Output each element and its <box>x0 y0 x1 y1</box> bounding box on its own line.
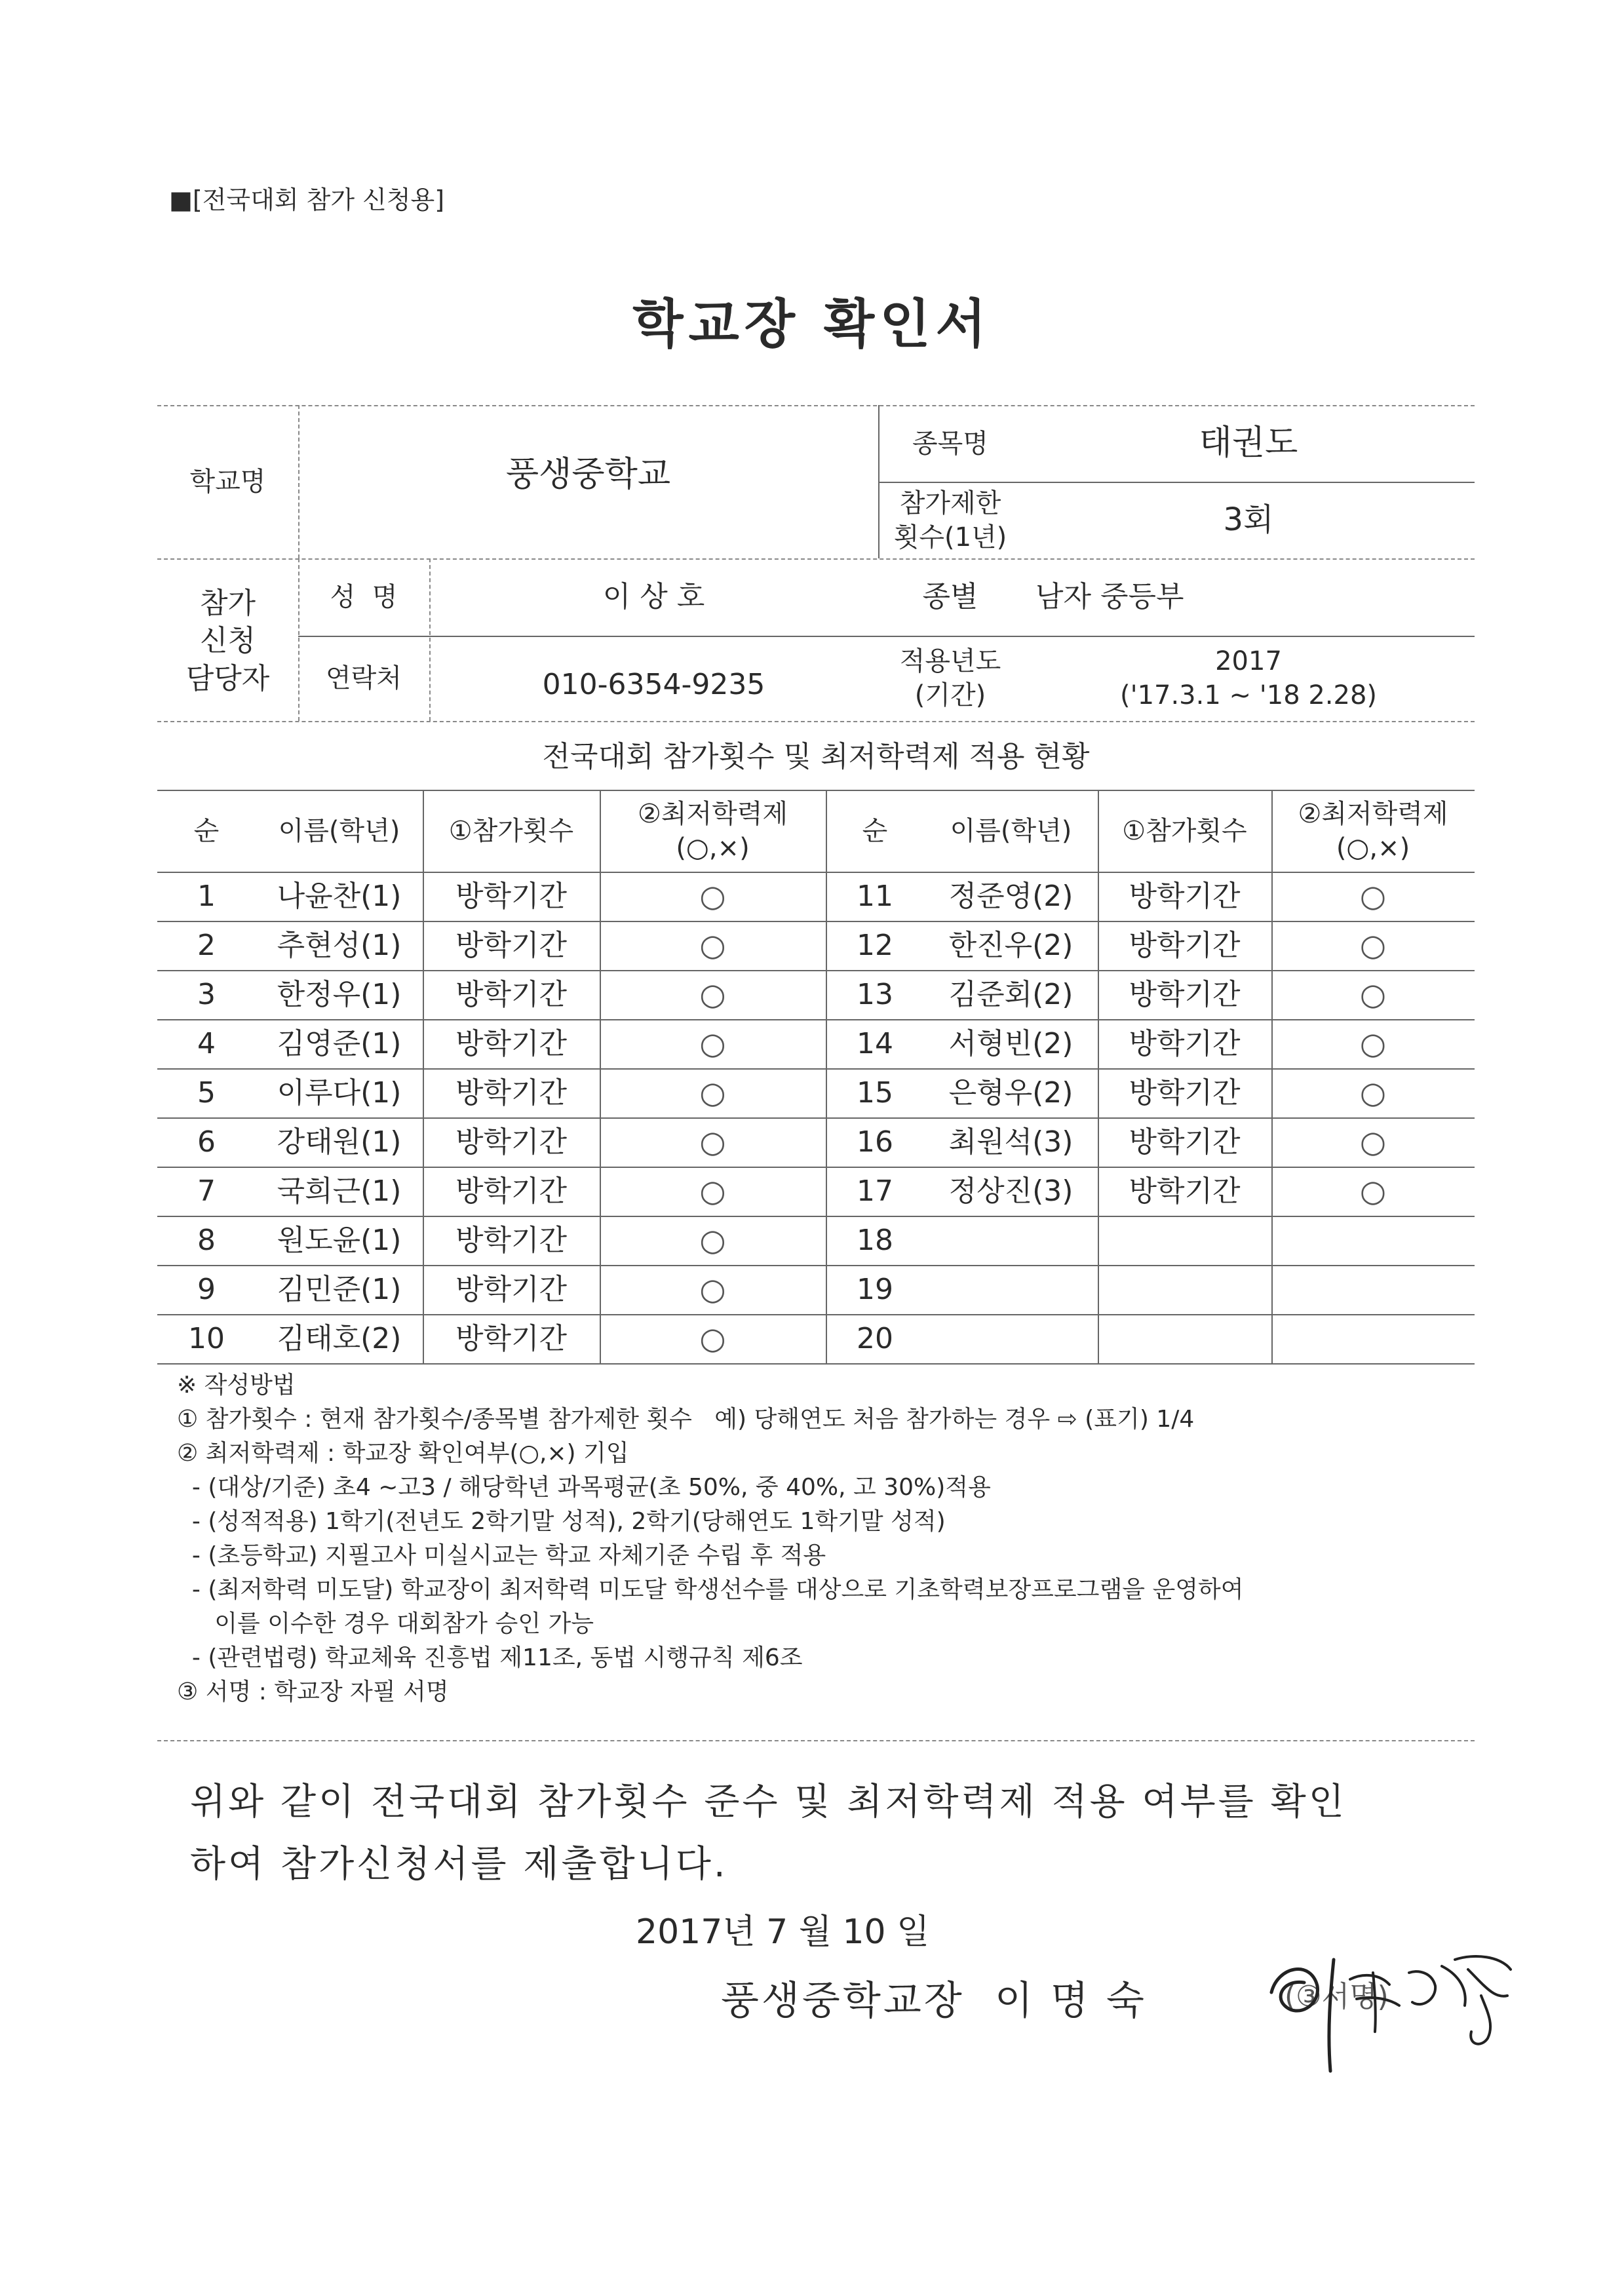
table-cell-min: ○ <box>699 976 726 1012</box>
header-no-right: 순 <box>862 815 888 846</box>
table-cell-no: 18 <box>857 1223 893 1257</box>
table-cell-name <box>924 1314 1098 1363</box>
year-value-line1: 2017 <box>1215 646 1282 676</box>
school-label: 학교명 <box>189 467 266 497</box>
table-cell-name: 나윤찬(1) <box>277 879 402 913</box>
table-cell-min: ○ <box>699 1025 726 1061</box>
table-cell-count: 방학기간 <box>455 928 567 962</box>
table-cell-name: 최원석(3) <box>948 1125 1073 1159</box>
table-cell-count: 방학기간 <box>455 1075 567 1110</box>
table-cell-min: ○ <box>699 1222 726 1258</box>
limit-label-line2: 횟수(1년) <box>893 522 1007 552</box>
table-cell-count: 방학기간 <box>1129 928 1241 962</box>
school-value: 풍생중학교 <box>505 455 671 495</box>
divider <box>157 1363 1475 1365</box>
contact-group-label <box>157 569 298 713</box>
header-min-right <box>1271 790 1475 872</box>
table-cell-name: 강태원(1) <box>277 1125 402 1159</box>
note-line: ※ 작성방법 <box>177 1372 296 1399</box>
phone-value: 010-6354-9235 <box>542 668 765 702</box>
header-min-line2: (○,×) <box>1336 832 1410 863</box>
name-label: 성 명 <box>330 582 398 612</box>
table-cell-no: 10 <box>188 1321 225 1355</box>
closing-line-2: 하여 참가신청서를 제출합니다. <box>190 1843 728 1886</box>
limit-label-line1: 참가제한 <box>899 488 1001 518</box>
table-cell-no: 5 <box>197 1075 216 1110</box>
table-cell-min: ○ <box>699 1074 726 1110</box>
table-cell-name <box>924 1216 1098 1265</box>
table-cell-count: 방학기간 <box>1129 977 1241 1011</box>
table-cell-no: 12 <box>857 928 893 962</box>
table-cell-name: 추현성(1) <box>277 928 402 962</box>
table-cell-no: 4 <box>197 1026 216 1060</box>
table-cell-count: 방학기간 <box>455 1321 567 1355</box>
table-cell-count <box>1098 1314 1271 1363</box>
header-no-left: 순 <box>193 815 220 846</box>
closing-line-1: 위와 같이 전국대회 참가횟수 준수 및 최저학력제 적용 여부를 확인 <box>190 1781 1347 1823</box>
table-cell-count: 방학기간 <box>455 1223 567 1257</box>
event-value: 태권도 <box>1199 423 1298 463</box>
table-cell-min: ○ <box>699 1271 726 1307</box>
table-cell-no: 1 <box>197 879 216 913</box>
table-cell-no: 11 <box>857 879 893 913</box>
table-cell-no: 3 <box>197 977 216 1011</box>
table-cell-no: 17 <box>857 1174 893 1208</box>
table-cell-min: ○ <box>699 1320 726 1356</box>
table-cell-name: 정준영(2) <box>948 879 1073 913</box>
table-cell-min <box>1271 1265 1475 1314</box>
status-title: 전국대회 참가횟수 및 최저학력제 적용 현황 <box>542 740 1090 774</box>
table-cell-name: 원도윤(1) <box>277 1223 402 1257</box>
header-count-right: ①참가횟수 <box>1122 815 1247 846</box>
table-cell-no: 6 <box>197 1125 216 1159</box>
header-min-left <box>600 790 826 872</box>
principal-name: 풍생중학교장 이 명 숙 <box>721 1978 1147 2024</box>
table-cell-name: 한진우(2) <box>948 928 1073 962</box>
header-name-right: 이름(학년) <box>950 815 1072 846</box>
table-cell-count: 방학기간 <box>455 879 567 913</box>
year-label-line2: (기간) <box>914 680 986 710</box>
table-cell-min: ○ <box>1359 1123 1387 1159</box>
table-cell-name: 정상진(3) <box>948 1174 1073 1208</box>
table-cell-count: 방학기간 <box>1129 1026 1241 1060</box>
table-cell-min: ○ <box>699 1172 726 1209</box>
note-line: - (대상/기준) 초4 ~고3 / 해당학년 과목평균(초 50%, 중 40%, 고 30%)적용 <box>177 1474 991 1501</box>
table-cell-min: ○ <box>1359 878 1387 914</box>
year-value-line2: ('17.3.1 ~ '18 2.28) <box>1119 680 1378 710</box>
table-cell-min <box>1271 1216 1475 1265</box>
page-title: 학교장 확인서 <box>632 294 992 355</box>
table-cell-name: 은형우(2) <box>948 1075 1073 1110</box>
name-value: 이 상 호 <box>602 580 705 614</box>
header-min-line2: (○,×) <box>676 832 750 863</box>
table-cell-no: 15 <box>857 1075 893 1110</box>
table-cell-count: 방학기간 <box>1129 1174 1241 1208</box>
table-cell-min: ○ <box>1359 1074 1387 1110</box>
table-cell-min: ○ <box>1359 1025 1387 1061</box>
contact-group-line3: 담당자 <box>185 661 270 695</box>
table-cell-no: 7 <box>197 1174 216 1208</box>
limit-value: 3회 <box>1223 501 1274 539</box>
year-value <box>1022 636 1475 721</box>
header-min-line1: ②최저학력제 <box>637 798 788 829</box>
table-cell-name: 이루다(1) <box>277 1075 402 1110</box>
phone-label: 연락처 <box>326 663 402 693</box>
table-cell-count: 방학기간 <box>455 1026 567 1060</box>
table-cell-name: 김영준(1) <box>277 1026 402 1060</box>
document-tag: ■[전국대회 참가 신청용] <box>169 185 445 214</box>
table-cell-no: 9 <box>197 1272 216 1306</box>
note-line: 이를 이수한 경우 대회참가 승인 가능 <box>177 1610 594 1637</box>
table-cell-name: 한정우(1) <box>277 977 402 1011</box>
note-line: - (성적적용) 1학기(전년도 2학기말 성적), 2학기(당해연도 1학기말 성적) <box>177 1508 946 1535</box>
table-cell-min: ○ <box>1359 927 1387 963</box>
note-line: ② 최저학력제 : 학교장 확인여부(○,×) 기입 <box>177 1440 629 1467</box>
year-label-line1: 적용년도 <box>899 646 1001 676</box>
table-cell-count <box>1098 1216 1271 1265</box>
note-line: ① 참가횟수 : 현재 참가횟수/종목별 참가제한 횟수 예) 당해연도 처음 참가하는 경우 ⇨ (표기) 1/4 <box>177 1406 1195 1433</box>
table-cell-name: 서형빈(2) <box>948 1026 1073 1060</box>
table-cell-count: 방학기간 <box>455 977 567 1011</box>
table-cell-no: 2 <box>197 928 216 962</box>
table-cell-count: 방학기간 <box>1129 1075 1241 1110</box>
year-label <box>878 636 1022 721</box>
limit-label <box>878 482 1022 558</box>
table-cell-min: ○ <box>699 878 726 914</box>
contact-group-line2: 신청 <box>199 624 256 658</box>
table-cell-name: 국희근(1) <box>277 1174 402 1208</box>
header-name-left: 이름(학년) <box>278 815 400 846</box>
gender-value: 남자 중등부 <box>1035 580 1184 614</box>
table-cell-count: 방학기간 <box>455 1125 567 1159</box>
table-cell-no: 8 <box>197 1223 216 1257</box>
table-cell-min: ○ <box>699 927 726 963</box>
table-cell-name <box>924 1265 1098 1314</box>
table-cell-min <box>1271 1314 1475 1363</box>
signature-label: (③서명) <box>1285 1980 1389 2013</box>
issue-date: 2017년 7 월 10 일 <box>636 1912 930 1952</box>
header-min-line1: ②최저학력제 <box>1298 798 1448 829</box>
divider <box>157 1740 1475 1741</box>
table-cell-count: 방학기간 <box>1129 1125 1241 1159</box>
table-cell-min: ○ <box>699 1123 726 1159</box>
note-line: - (최저학력 미도달) 학교장이 최저학력 미도달 학생선수를 대상으로 기초학력보장프로그램을 운영하여 <box>177 1576 1244 1603</box>
table-cell-name: 김민준(1) <box>277 1272 402 1306</box>
contact-group-line1: 참가 <box>199 587 256 621</box>
table-cell-count <box>1098 1265 1271 1314</box>
table-cell-count: 방학기간 <box>455 1272 567 1306</box>
table-cell-no: 14 <box>857 1026 893 1060</box>
header-count-left: ①참가횟수 <box>448 815 574 846</box>
table-cell-min: ○ <box>1359 1172 1387 1209</box>
table-cell-name: 김태호(2) <box>277 1321 402 1355</box>
table-cell-count: 방학기간 <box>1129 879 1241 913</box>
signature-image <box>1258 1933 1534 2091</box>
gender-label: 종별 <box>922 580 978 614</box>
table-cell-no: 19 <box>857 1272 893 1306</box>
note-line: - (초등학교) 지필고사 미실시교는 학교 자체기준 수립 후 적용 <box>177 1542 826 1569</box>
table-cell-name: 김준회(2) <box>948 977 1073 1011</box>
note-line: ③ 서명 : 학교장 자필 서명 <box>177 1678 449 1705</box>
table-cell-no: 20 <box>857 1321 893 1355</box>
table-cell-no: 13 <box>857 977 893 1011</box>
table-cell-count: 방학기간 <box>455 1174 567 1208</box>
table-cell-min: ○ <box>1359 976 1387 1012</box>
table-cell-no: 16 <box>857 1125 893 1159</box>
note-line: - (관련법령) 학교체육 진흥법 제11조, 동법 시행규칙 제6조 <box>177 1644 803 1671</box>
event-label: 종목명 <box>912 428 988 459</box>
